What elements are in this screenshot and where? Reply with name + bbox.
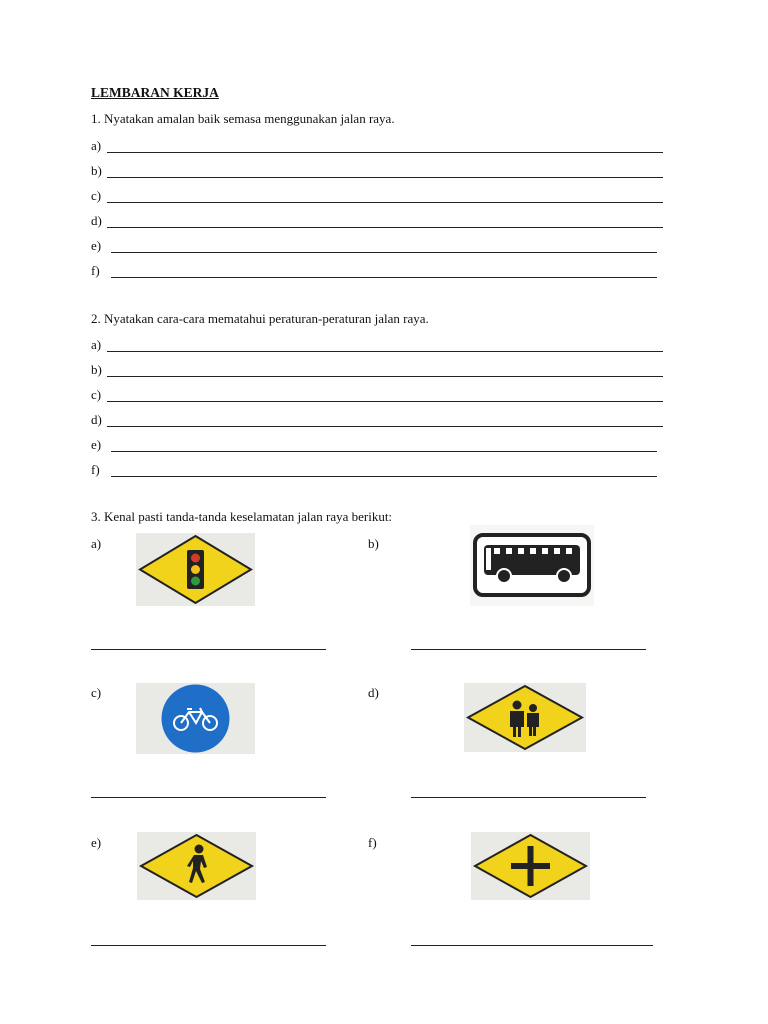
- answer-row-2d[interactable]: [91, 411, 663, 427]
- sign-label-c: c): [91, 685, 102, 700]
- sign-label-a: a): [91, 536, 102, 551]
- answer-line[interactable]: [107, 415, 663, 427]
- row-label: d): [91, 213, 102, 228]
- pedestrian-crossing-sign-icon: [137, 832, 256, 900]
- answer-line[interactable]: [111, 440, 657, 452]
- answer-line-a[interactable]: [91, 649, 326, 650]
- answer-line-d[interactable]: [411, 797, 646, 798]
- answer-line-b[interactable]: [411, 649, 646, 650]
- answer-line[interactable]: [111, 266, 657, 278]
- row-label: a): [91, 138, 102, 153]
- row-label: f): [91, 263, 100, 278]
- answer-row-1c[interactable]: [91, 187, 663, 203]
- sign-label-d: d): [368, 685, 379, 700]
- answer-line[interactable]: [111, 465, 657, 477]
- answer-row-1d[interactable]: [91, 212, 663, 228]
- worksheet-title: LEMBARAN KERJA: [91, 85, 219, 100]
- answer-row-1b[interactable]: [91, 162, 663, 178]
- answer-line-f[interactable]: [411, 945, 653, 946]
- sign-label-e: e): [91, 835, 102, 850]
- row-label: c): [91, 188, 102, 203]
- answer-row-1f[interactable]: [91, 262, 657, 278]
- answer-row-2c[interactable]: [91, 386, 663, 402]
- answer-line[interactable]: [107, 390, 663, 402]
- answer-row-2b[interactable]: [91, 361, 663, 377]
- answer-line[interactable]: [107, 141, 663, 153]
- answer-line[interactable]: [107, 340, 663, 352]
- sign-label-b: b): [368, 536, 379, 551]
- row-label: b): [91, 362, 102, 377]
- answer-line[interactable]: [107, 216, 663, 228]
- row-label: e): [91, 437, 102, 452]
- row-label: e): [91, 238, 102, 253]
- answer-row-2e[interactable]: [91, 436, 657, 452]
- row-label: c): [91, 387, 102, 402]
- row-label: d): [91, 412, 102, 427]
- answer-line[interactable]: [107, 166, 663, 178]
- sign-label-f: f): [368, 835, 377, 850]
- answer-line[interactable]: [107, 365, 663, 377]
- question-1: 1. Nyatakan amalan baik semasa menggunakan jalan raya.: [91, 111, 395, 126]
- answer-line[interactable]: [111, 241, 657, 253]
- traffic-light-warning-sign-icon: [136, 533, 255, 606]
- crossroads-sign-icon: [471, 832, 590, 900]
- answer-row-2f[interactable]: [91, 461, 657, 477]
- answer-row-2a[interactable]: [91, 336, 663, 352]
- bicycle-lane-sign-icon: [136, 683, 255, 754]
- answer-row-1a[interactable]: [91, 137, 663, 153]
- question-3: 3. Kenal pasti tanda-tanda keselamatan jalan raya berikut:: [91, 509, 393, 524]
- question-2: 2. Nyatakan cara-cara mematahui peraturan-peraturan jalan raya.: [91, 311, 429, 326]
- bus-sign-icon: [470, 525, 594, 606]
- answer-line[interactable]: [107, 191, 663, 203]
- row-label: a): [91, 337, 102, 352]
- answer-line-c[interactable]: [91, 797, 326, 798]
- row-label: b): [91, 163, 102, 178]
- answer-row-1e[interactable]: [91, 237, 657, 253]
- answer-line-e[interactable]: [91, 945, 326, 946]
- row-label: f): [91, 462, 100, 477]
- children-crossing-sign-icon: [464, 683, 586, 752]
